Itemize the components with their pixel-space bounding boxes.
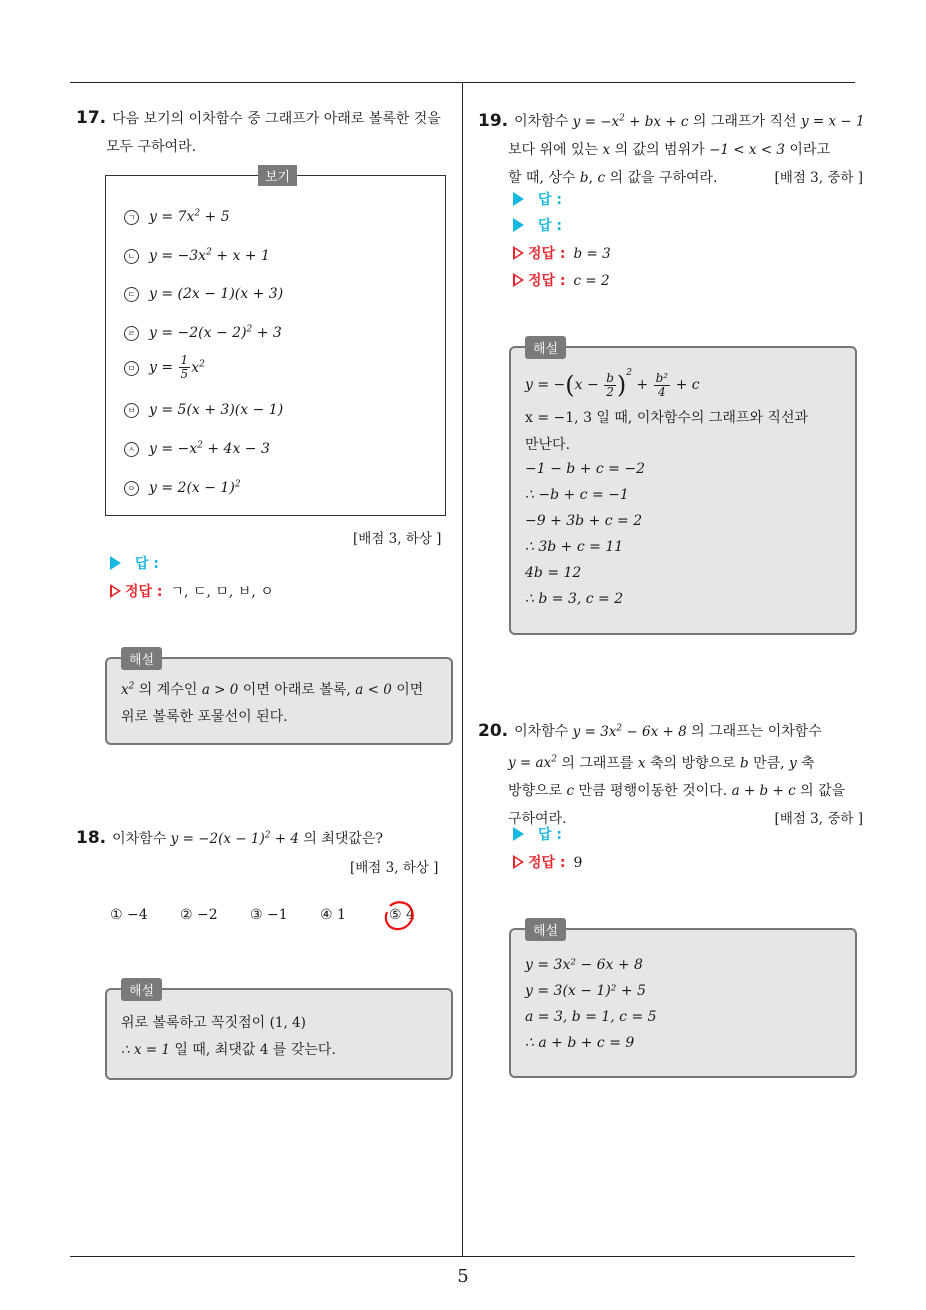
q18-question: 18. 이차함수 $y = -2(x - 1)^2 + 4$ 의 최댓값은? <box>76 828 383 848</box>
answer-circle-mark-icon <box>382 899 416 933</box>
q19-explain-line-8: ∴ b = 3, c = 2 <box>525 591 624 607</box>
q17-explain-line1: $x^2$ 의 계수인 a > 0 이면 아래로 볼록, a < 0 이면 <box>121 681 424 698</box>
q17-explain-label: 해설 <box>121 647 162 670</box>
q17-number: 17. <box>76 108 107 128</box>
q17-text-line2: 모두 구하여라. <box>106 139 197 155</box>
q20-score: [배점 3, 중하 ] <box>774 811 863 827</box>
q18-choices <box>110 907 450 929</box>
q20-question: 20. 이차함수 $y = 3x^2 - 6x + 8$ 의 그래프는 이차함수 $y = ax^2$ 의 그래프를 x 축의 방향으로 b 만큼, y 축 방향으로 c 만큼 평행이동한 것이다. a + b + c 의 값을 구하여라. [배점 3, 중하 ] <box>478 714 863 833</box>
q17-item-1: ㄱ $y = 7x^2 + 5$ <box>124 208 230 225</box>
q18-choice-1[interactable]: ① −4 <box>110 907 148 923</box>
q17-item-5: ㅁ y = $\frac{1}{5}$ $x^2$ <box>124 354 205 381</box>
q19-explain-line-6: ∴ 3b + c = 11 <box>525 539 624 555</box>
correct-arrow-icon <box>513 855 524 869</box>
q20-correct-value: 9 <box>573 855 583 871</box>
answer-arrow-icon <box>513 192 524 206</box>
q17-text-line1: 다음 보기의 이차함수 중 그래프가 아래로 볼록한 것을 <box>112 111 441 127</box>
q18-explain-label: 해설 <box>121 978 162 1001</box>
q19-correct-value-2: c = 2 <box>573 273 610 289</box>
q20-explain-line-3: a = 3, b = 1, c = 5 <box>525 1009 657 1025</box>
q19-explain-line-5: −9 + 3b + c = 2 <box>525 513 643 529</box>
q19-explain-first-line: y = −(x − $\frac{b}{2}$ )$^2$ + $\frac{\text{b²}}{4}$ + c <box>525 368 700 399</box>
q18-explain-line2: ∴ x = 1 일 때, 최댓값 4 를 갖는다. <box>121 1042 336 1058</box>
q17-item-6: ㅂ y = 5(x + 3)(x − 1) <box>124 402 283 418</box>
q20-explain-line-2: y = 3(x − 1)² + 5 <box>525 983 646 999</box>
q19-correct-row-2: 정답 : c = 2 <box>513 267 610 295</box>
q18-score: [배점 3, 하상 ] <box>350 860 439 876</box>
q19-question: 19. 이차함수 $y = -x^2$ + bx + c 의 그래프가 직선 y = x − 1 보다 위에 있는 x 의 값의 범위가 −1 < x < 3 이라고 할 때, 상수 b, c 의 값을 구하여라. [배점 3, 중하 ] <box>478 104 863 192</box>
q19-correct-row-1: 정답 : b = 3 <box>513 240 611 268</box>
q17-answer-row: 답 : <box>110 550 159 578</box>
q20-explain-box <box>509 924 857 1078</box>
q19-explain-box <box>509 342 857 635</box>
answer-arrow-icon <box>513 827 524 841</box>
correct-arrow-icon <box>513 273 524 287</box>
q18-choice-4[interactable]: ④ 1 <box>320 907 346 923</box>
q19-correct-value-1: b = 3 <box>573 246 611 262</box>
q18-explain-line1: 위로 볼록하고 꼭짓점이 (1, 4) <box>121 1015 306 1031</box>
correct-arrow-icon <box>110 584 121 598</box>
q19-answer-row-2: 답 : <box>513 212 562 240</box>
q19-explain-label: 해설 <box>525 336 566 359</box>
q17-bogi-label: 보기 <box>258 165 297 186</box>
q17-item-2: ㄴ $y = -3x^2 + x + 1$ <box>124 247 270 264</box>
q17-explain-box <box>105 653 453 745</box>
q19-score: [배점 3, 중하 ] <box>774 169 863 186</box>
q19-explain-line-3: −1 − b + c = −2 <box>525 461 645 477</box>
q19-explain-line-2: 만난다. <box>525 437 571 453</box>
answer-arrow-icon <box>513 218 524 232</box>
q17-item-4: ㄹ $y = -2(x - 2)^2 + 3$ <box>124 324 282 341</box>
bottom-rule <box>70 1256 855 1257</box>
q20-explain-line-1: y = 3x² − 6x + 8 <box>525 957 643 973</box>
page-number: 5 <box>457 1266 469 1287</box>
correct-arrow-icon <box>513 246 524 260</box>
q17-correct-row: 정답 : ㄱ, ㄷ, ㅁ, ㅂ, ㅇ <box>110 578 274 606</box>
q17-correct-value: ㄱ, ㄷ, ㅁ, ㅂ, ㅇ <box>170 584 274 600</box>
q17-question <box>76 104 456 161</box>
q17-score: [배점 3, 하상 ] <box>353 531 442 547</box>
q17-item-7: ㅅ $y = -x^2 + 4x - 3$ <box>124 440 270 457</box>
q17-explain-line2: 위로 볼록한 포물선이 된다. <box>121 709 288 725</box>
q18-explain-box <box>105 984 453 1080</box>
q18-choice-5[interactable]: ⑤ 4 <box>389 907 415 923</box>
q17-bogi-box <box>105 170 446 516</box>
answer-arrow-icon <box>110 556 121 570</box>
q20-explain-line-4: ∴ a + b + c = 9 <box>525 1035 635 1051</box>
q18-choice-2[interactable]: ② −2 <box>180 907 218 923</box>
q20-correct-row: 정답 : 9 <box>513 849 582 877</box>
q20-explain-label: 해설 <box>525 918 566 941</box>
q19-explain-line-4: ∴ −b + c = −1 <box>525 487 629 503</box>
q19-answer-row-1: 답 : <box>513 186 562 214</box>
q17-item-8: ㅇ $y = 2(x - 1)^2$ <box>124 479 241 496</box>
q18-choice-3[interactable]: ③ −1 <box>250 907 288 923</box>
q19-explain-line-1: x = −1, 3 일 때, 이차함수의 그래프와 직선과 <box>525 410 809 426</box>
q20-answer-row: 답 : <box>513 821 562 849</box>
q19-explain-line-7: 4b = 12 <box>525 565 582 581</box>
column-divider <box>462 82 463 1256</box>
q17-item-3: ㄷ y = (2x − 1)(x + 3) <box>124 286 283 302</box>
